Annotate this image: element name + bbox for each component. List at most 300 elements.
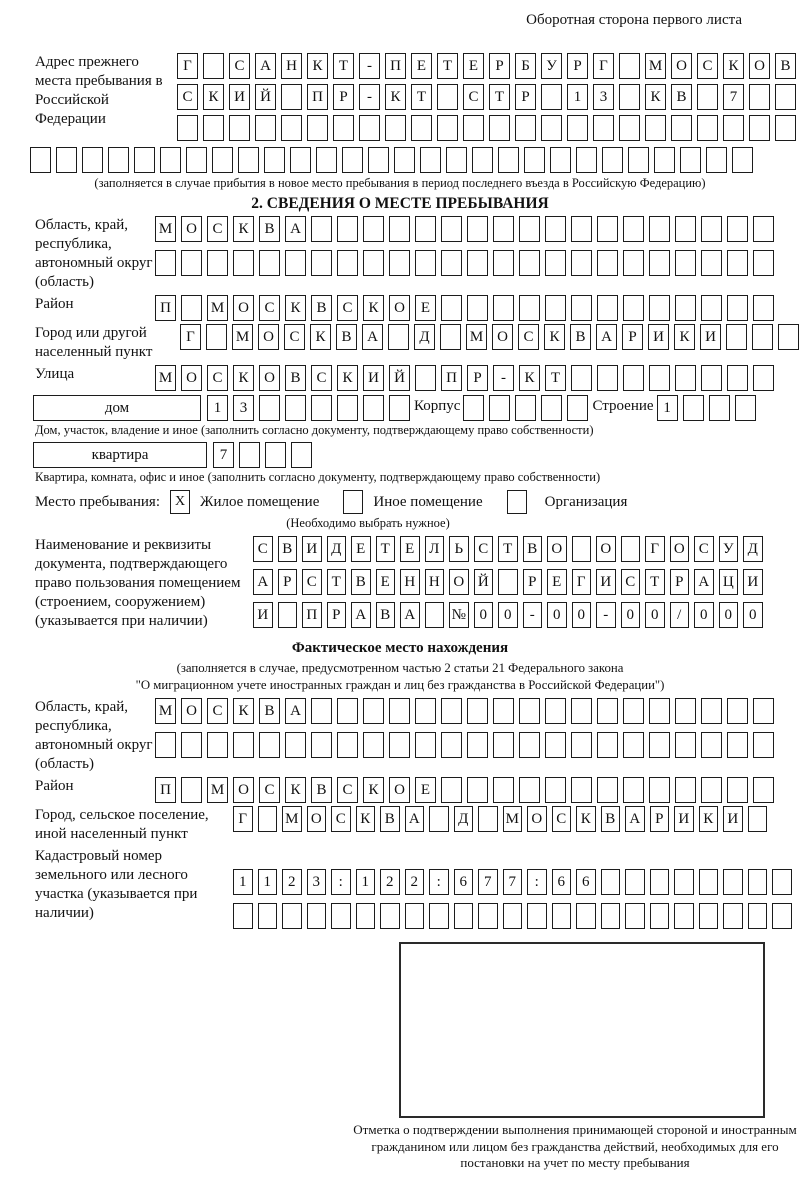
korpus-cells [463,395,588,421]
char-cell: В [380,806,400,832]
option-label-residential: Жилое помещение [200,493,320,510]
char-cell [571,365,592,391]
actual-region-rows [155,698,774,766]
char-cell: Т [333,53,354,79]
char-cell [307,115,328,141]
city-row [180,324,799,350]
char-cell [489,115,510,141]
char-cell [259,250,280,276]
apartment-cells [213,442,312,468]
actual-district-block [35,777,800,803]
char-cell: 0 [572,602,592,628]
char-cell [701,698,722,724]
char-cell [699,903,719,929]
char-cell [654,147,675,173]
char-cell [727,732,748,758]
char-cell [239,442,260,468]
char-cell [625,869,645,895]
section2-title: 2. СВЕДЕНИЯ О МЕСТЕ ПРЕБЫВАНИЯ [251,195,549,212]
char-cell [753,365,774,391]
char-cell: О [307,806,327,832]
char-cell: Г [645,536,665,562]
actual-city-label: Город, сельское поселение, иной населенный пункт [35,807,209,842]
char-cell: П [441,365,462,391]
char-cell [649,365,670,391]
char-cell: 3 [307,869,327,895]
cadastral-rows [233,847,792,937]
char-cell: М [282,806,302,832]
stroenie-cells [657,395,756,421]
char-cell: В [376,602,396,628]
char-cell: К [233,216,254,242]
char-cell: 1 [233,869,253,895]
char-cell [363,250,384,276]
char-cell: В [601,806,621,832]
char-cell [675,250,696,276]
ownership-doc-label: Наименование и реквизиты документа, подтверждающего право пользования помещением (строением, сооружением) (указывается при наличии) [35,537,241,629]
char-cell: К [307,53,328,79]
page-side-note: Оборотная сторона первого листа [526,12,742,28]
char-cell [463,115,484,141]
char-cell: Т [411,84,432,110]
char-cell: И [253,602,273,628]
char-cell [545,777,566,803]
char-cell: И [700,324,721,350]
char-cell: 6 [576,869,596,895]
char-cell [181,250,202,276]
char-cell: 0 [474,602,494,628]
char-cell: О [181,365,202,391]
char-cell [628,147,649,173]
char-cell: С [284,324,305,350]
char-cell: - [359,84,380,110]
char-cell [675,295,696,321]
char-cell: К [233,365,254,391]
char-cell [727,250,748,276]
char-cell [333,115,354,141]
char-cell [233,903,253,929]
char-cell [259,395,280,421]
char-cell: Р [670,569,690,595]
region-row-1 [155,216,774,242]
char-cell [674,869,694,895]
char-cell [181,777,202,803]
char-cell [311,216,332,242]
char-cell: П [302,602,322,628]
char-cell [264,147,285,173]
char-cell [675,698,696,724]
char-cell: 2 [405,869,425,895]
char-cell [550,147,571,173]
char-cell [623,365,644,391]
char-cell [441,777,462,803]
char-cell: Т [498,536,518,562]
char-cell: С [253,536,273,562]
char-cell: Т [645,569,665,595]
char-cell: Е [415,777,436,803]
char-cell [493,698,514,724]
house-row [33,395,800,421]
char-cell [775,84,796,110]
char-cell [683,395,704,421]
char-cell: С [552,806,572,832]
char-cell [597,732,618,758]
char-cell: Д [327,536,347,562]
char-cell: И [302,536,322,562]
char-cell: 0 [719,602,739,628]
char-cell [597,698,618,724]
ownership-doc-row-2 [253,569,763,595]
char-cell: В [278,536,298,562]
char-cell: П [307,84,328,110]
district-block [35,295,800,321]
char-cell: Р [650,806,670,832]
char-cell: Н [281,53,302,79]
char-cell: С [337,295,358,321]
cadastral-block [35,847,800,937]
char-cell [675,216,696,242]
ownership-doc-row-3 [253,602,763,628]
char-cell [478,903,498,929]
char-cell: К [203,84,224,110]
char-cell: Е [411,53,432,79]
actual-location-caption-1: (заполняется в случае, предусмотренном частью 2 статьи 21 Федерального закона [176,661,624,675]
char-cell [649,216,670,242]
char-cell [753,216,774,242]
checkbox-other-premises [343,490,363,514]
char-cell [545,295,566,321]
char-cell: К [285,295,306,321]
prev-address-label: Адрес прежнего места пребывания в Российской Федерации [35,54,163,127]
char-cell [541,395,562,421]
char-cell: Т [437,53,458,79]
char-cell: С [259,295,280,321]
char-cell: А [405,806,425,832]
char-cell [337,732,358,758]
char-cell: А [362,324,383,350]
char-cell: Р [467,365,488,391]
char-cell [597,295,618,321]
char-cell [389,250,410,276]
char-cell: К [310,324,331,350]
char-cell [772,903,792,929]
prev-address-rows [177,53,796,146]
char-cell: К [723,53,744,79]
actual-region-block [35,698,800,774]
char-cell [307,903,327,929]
char-cell [291,442,312,468]
char-cell: Р [327,602,347,628]
char-cell: С [621,569,641,595]
prev-address-row-3 [177,115,796,141]
char-cell [389,395,410,421]
char-cell [727,777,748,803]
char-cell: И [723,806,743,832]
char-cell: С [463,84,484,110]
char-cell: О [233,295,254,321]
char-cell [415,216,436,242]
char-cell: М [155,216,176,242]
char-cell [753,732,774,758]
char-cell [541,115,562,141]
char-cell [229,115,250,141]
char-cell: О [389,295,410,321]
char-cell [727,216,748,242]
char-cell [212,147,233,173]
char-cell [727,295,748,321]
char-cell [233,732,254,758]
char-cell: Е [400,536,420,562]
char-cell [467,698,488,724]
char-cell: М [155,365,176,391]
char-cell: С [207,365,228,391]
char-cell [311,732,332,758]
char-cell [778,324,799,350]
char-cell: Т [327,569,347,595]
char-cell: И [743,569,763,595]
char-cell: Д [454,806,474,832]
char-cell: У [541,53,562,79]
char-cell [545,732,566,758]
char-cell [571,698,592,724]
char-cell: 2 [380,869,400,895]
char-cell [394,147,415,173]
char-cell [363,216,384,242]
char-cell: 6 [454,869,474,895]
char-cell [467,777,488,803]
char-cell [571,250,592,276]
char-cell [415,250,436,276]
char-cell: В [570,324,591,350]
char-cell [278,602,298,628]
char-cell [671,115,692,141]
char-cell: И [596,569,616,595]
char-cell [675,732,696,758]
char-cell [519,698,540,724]
char-cell: № [449,602,469,628]
char-cell [515,395,536,421]
char-cell: В [259,698,280,724]
char-cell: 3 [233,395,254,421]
char-cell [649,732,670,758]
char-cell [727,698,748,724]
char-cell [503,903,523,929]
char-cell: 6 [552,869,572,895]
char-cell [441,698,462,724]
char-cell: А [285,698,306,724]
char-cell [134,147,155,173]
char-cell [519,250,540,276]
char-cell: А [351,602,371,628]
char-cell: Г [177,53,198,79]
region-rows [155,216,774,284]
actual-district-row [155,777,774,803]
char-cell: Г [233,806,253,832]
apartment-row [33,442,800,468]
char-cell: М [155,698,176,724]
char-cell [524,147,545,173]
char-cell: С [337,777,358,803]
char-cell: В [259,216,280,242]
char-cell [411,115,432,141]
char-cell: Е [547,569,567,595]
char-cell [519,216,540,242]
char-cell [727,365,748,391]
char-cell: 1 [567,84,588,110]
char-cell: В [311,777,332,803]
char-cell: О [670,536,690,562]
char-cell [493,732,514,758]
char-cell: А [694,569,714,595]
char-cell [680,147,701,173]
char-cell [463,395,484,421]
char-cell [359,115,380,141]
char-cell [467,732,488,758]
char-cell: О [449,569,469,595]
char-cell [602,147,623,173]
char-cell: 0 [547,602,567,628]
char-cell [749,84,770,110]
char-cell [619,53,640,79]
char-cell [701,732,722,758]
char-cell [415,732,436,758]
char-cell [576,903,596,929]
char-cell: Р [515,84,536,110]
char-cell [753,777,774,803]
char-cell: О [596,536,616,562]
char-cell: Н [425,569,445,595]
street-row [155,365,774,391]
actual-region-label: Область, край, республика, автономный округ (область) [35,699,153,772]
char-cell [155,732,176,758]
char-cell [619,84,640,110]
char-cell [674,903,694,929]
char-cell [472,147,493,173]
char-cell [203,53,224,79]
char-cell [601,903,621,929]
char-cell: / [670,602,690,628]
char-cell [437,115,458,141]
char-cell: О [258,324,279,350]
char-cell [259,732,280,758]
district-label: Район [35,296,74,312]
char-cell [748,869,768,895]
char-cell [489,395,510,421]
char-cell [545,250,566,276]
char-cell [108,147,129,173]
char-cell [527,903,547,929]
char-cell [389,698,410,724]
stay-type-label: Место пребывания: [35,493,160,510]
char-cell [597,777,618,803]
option-label-organization: Организация [544,493,628,510]
char-cell: К [337,365,358,391]
char-cell: С [518,324,539,350]
char-cell [645,115,666,141]
actual-district-label: Район [35,778,74,794]
char-cell [389,732,410,758]
city-block [35,324,800,362]
char-cell [385,115,406,141]
char-cell [697,84,718,110]
char-cell: О [389,777,410,803]
char-cell: Г [180,324,201,350]
char-cell: 3 [593,84,614,110]
char-cell [311,250,332,276]
char-cell: : [429,869,449,895]
char-cell: И [363,365,384,391]
char-cell [337,395,358,421]
prev-address-row-2 [177,84,796,110]
char-cell [752,324,773,350]
char-cell: 0 [645,602,665,628]
char-cell: Д [743,536,763,562]
char-cell [621,536,641,562]
char-cell [290,147,311,173]
char-cell: М [232,324,253,350]
char-cell [623,698,644,724]
char-cell: К [356,806,376,832]
char-cell: С [207,216,228,242]
char-cell [753,295,774,321]
char-cell: Е [376,569,396,595]
char-cell [207,732,228,758]
char-cell [649,777,670,803]
char-cell [493,295,514,321]
char-cell [454,903,474,929]
char-cell: А [625,806,645,832]
char-cell: К [385,84,406,110]
char-cell: А [285,216,306,242]
char-cell [545,216,566,242]
char-cell [649,295,670,321]
char-cell: Е [463,53,484,79]
char-cell: Р [567,53,588,79]
actual-location-title: Фактическое место нахождения [291,640,509,656]
char-cell: 7 [478,869,498,895]
char-cell [519,732,540,758]
region-block [35,216,800,292]
region-row-2 [155,250,774,276]
actual-city-block [35,806,800,844]
char-cell [388,324,409,350]
char-cell: Д [414,324,435,350]
char-cell: 1 [258,869,278,895]
char-cell [265,442,286,468]
char-cell [337,250,358,276]
char-cell: Л [425,536,445,562]
char-cell [571,216,592,242]
char-cell: О [749,53,770,79]
region-label: Область, край, республика, автономный округ (область) [35,217,153,290]
char-cell: К [363,295,384,321]
checkbox-residential: X [170,490,190,514]
char-cell: С [331,806,351,832]
char-cell: О [259,365,280,391]
char-cell: А [596,324,617,350]
char-cell [441,250,462,276]
char-cell [446,147,467,173]
prev-address-block [35,53,800,146]
char-cell: Р [622,324,643,350]
char-cell: 1 [356,869,376,895]
char-cell: С [697,53,718,79]
char-cell [701,216,722,242]
char-cell [285,395,306,421]
char-cell [425,602,445,628]
char-cell: А [255,53,276,79]
stay-type-row [35,490,800,514]
